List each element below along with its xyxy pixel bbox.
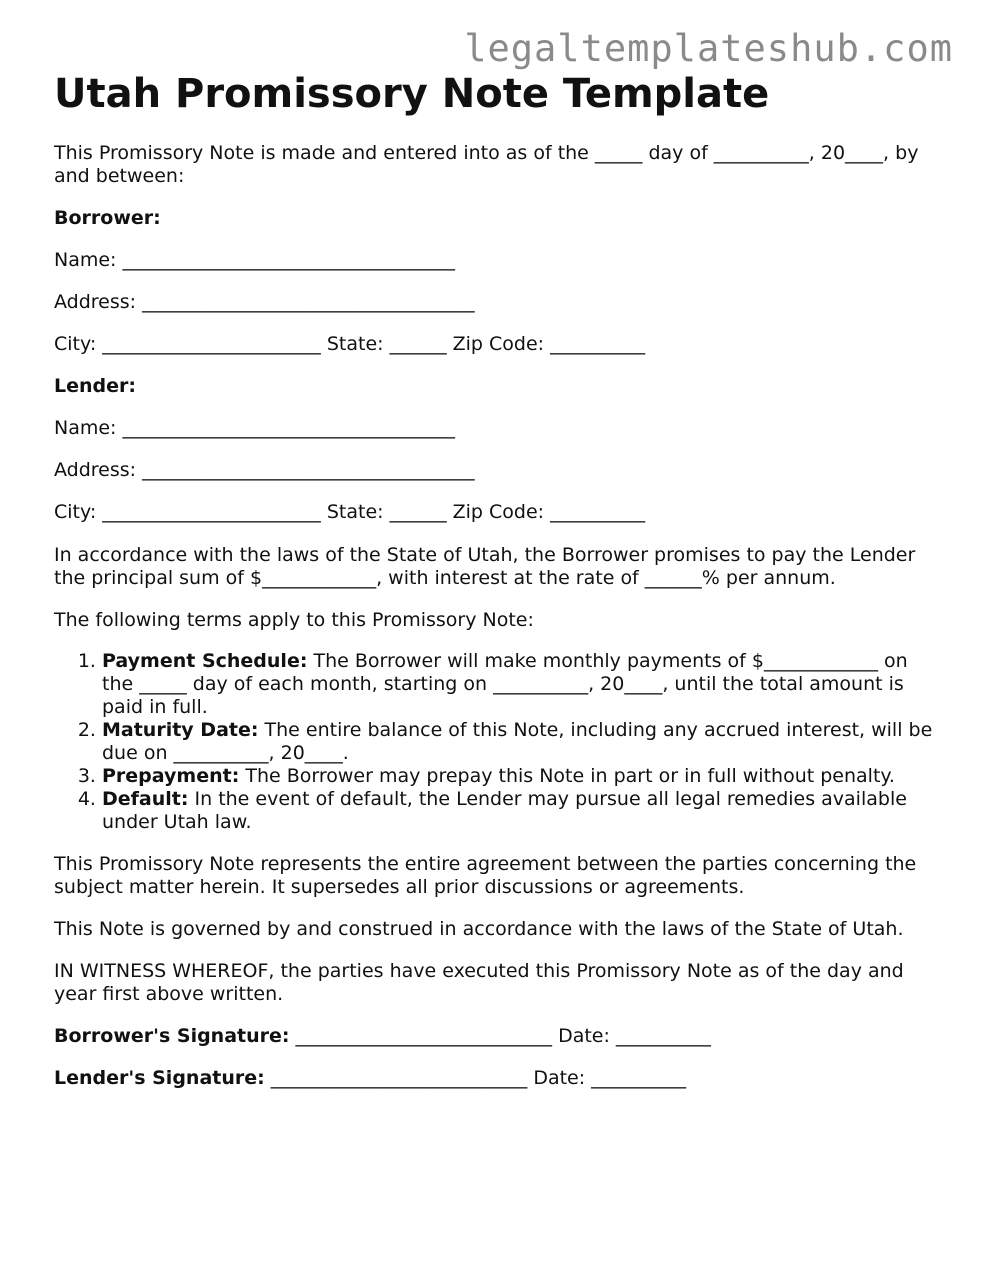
terms-intro: The following terms apply to this Promissory Note: [54, 609, 534, 631]
list-item [102, 650, 934, 719]
list-item [102, 765, 934, 788]
lender-city-state-zip-line: City: _______________________ State: ______ Zip Code: __________ [54, 501, 646, 523]
list-item [102, 788, 934, 834]
lender-signature-line [54, 1067, 934, 1090]
term-label: Prepayment: [102, 765, 240, 787]
borrower-signature-label: Borrower's Signature: [54, 1025, 290, 1047]
page-title: Utah Promissory Note Template [54, 71, 770, 117]
governing-law-paragraph: This Note is governed by and construed in accordance with the laws of the State of Utah. [54, 918, 904, 940]
witness-paragraph: IN WITNESS WHEREOF, the parties have executed this Promissory Note as of the day and year first above written. [54, 960, 904, 1005]
borrower-city-state-zip-line: City: _______________________ State: ______ Zip Code: __________ [54, 333, 646, 355]
term-label: Default: [102, 788, 189, 810]
borrower-signature-blanks: ___________________________ Date: __________ [289, 1025, 711, 1047]
term-text: The Borrower will make monthly payments of $____________ on the _____ day of each month, starting on __________, 20____, until the total amount is paid in full. [102, 650, 908, 718]
lender-name-line: Name: ___________________________________ [54, 417, 455, 439]
principal-paragraph: In accordance with the laws of the State of Utah, the Borrower promises to pay the Lender the principal sum of $____________, with interest at the rate of ______% per annum. [54, 544, 916, 589]
entire-agreement-paragraph: This Promissory Note represents the entire agreement between the parties concerning the subject matter herein. It supersedes all prior discussions or agreements. [54, 853, 917, 898]
terms-list [54, 650, 934, 834]
term-text: The entire balance of this Note, including any accrued interest, will be due on __________, 20____. [102, 719, 933, 764]
term-label: Payment Schedule: [102, 650, 308, 672]
lender-heading: Lender: [54, 375, 136, 397]
term-text: In the event of default, the Lender may pursue all legal remedies available under Utah law. [102, 788, 907, 833]
term-text: The Borrower may prepay this Note in part or in full without penalty. [239, 765, 895, 787]
term-label: Maturity Date: [102, 719, 259, 741]
lender-signature-blanks: ___________________________ Date: __________ [264, 1067, 687, 1089]
borrower-heading: Borrower: [54, 207, 161, 229]
lender-address-line: Address: ___________________________________ [54, 459, 475, 481]
borrower-signature-line [54, 1025, 934, 1048]
list-item [102, 719, 934, 765]
borrower-name-line: Name: ___________________________________ [54, 249, 455, 271]
borrower-address-line: Address: ___________________________________ [54, 291, 475, 313]
lender-signature-label: Lender's Signature: [54, 1067, 265, 1089]
watermark: legaltemplateshub.com [464, 27, 953, 70]
intro-paragraph: This Promissory Note is made and entered into as of the _____ day of __________, 20____, by and between: [54, 142, 919, 187]
